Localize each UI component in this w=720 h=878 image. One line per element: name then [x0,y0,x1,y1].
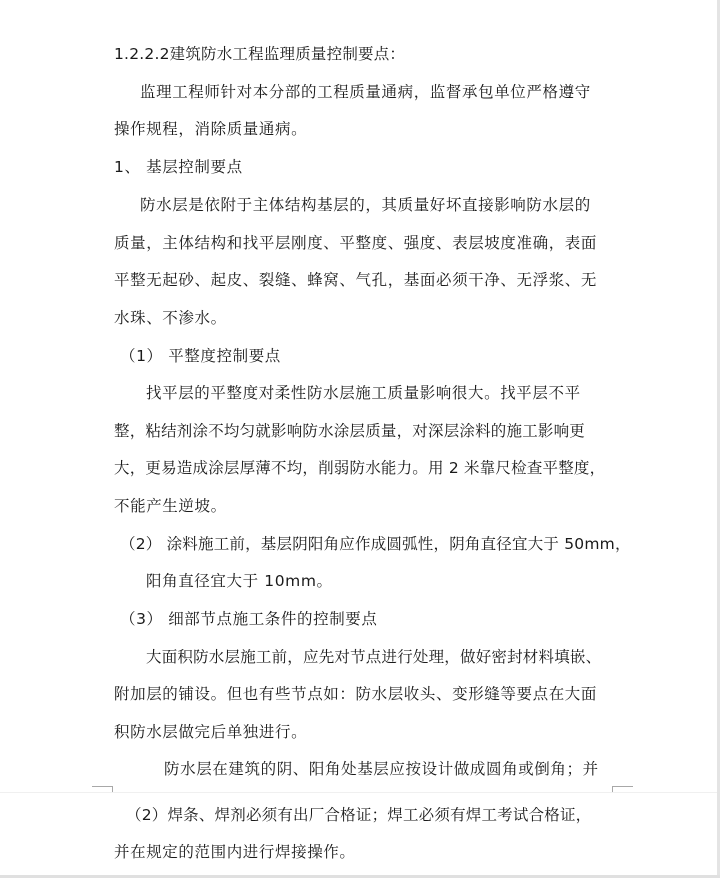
paragraph-line: 水珠、不渗水。 [114,309,227,327]
paragraph-line: 阳角直径宜大于 10mm。 [146,572,333,590]
paragraph-line: 不能产生逆坡。 [114,497,227,515]
paragraph-line: 大，更易造成涂层厚薄不均，削弱防水能力。用 2 米靠尺检查平整度， [114,459,606,477]
item-heading: （3） 细部节点施工条件的控制要点 [120,610,378,628]
paragraph-line: （2）焊条、焊剂必须有出厂合格证；焊工必须有焊工考试合格证， [126,806,592,824]
paragraph-line: 防水层在建筑的阴、阳角处基层应按设计做成圆角或倒角；并 [164,760,599,778]
paragraph-line: 监理工程师针对本分部的工程质量通病，监督承包单位严格遵守 [140,83,591,101]
subsection-heading: 1、 基层控制要点 [114,158,243,176]
paragraph-line: 积防水层做完后单独进行。 [114,723,308,741]
paragraph-line: 平整无起砂、起皮、裂缝、蜂窝、气孔，基面必须干净、无浮浆、无 [114,271,598,289]
paragraph-line: 质量，主体结构和找平层刚度、平整度、强度、表层坡度准确，表面 [114,234,598,252]
paragraph-line: 整，粘结剂涂不均匀就影响防水涂层质量，对深层涂料的施工影响更 [114,422,586,440]
paragraph-line: 找平层的平整度对柔性防水层施工质量影响很大。找平层不平 [146,384,581,402]
paragraph-line: 操作规程，消除质量通病。 [114,120,308,138]
paragraph-line: 防水层是依附于主体结构基层的，其质量好坏直接影响防水层的 [140,196,591,214]
page-break [0,792,717,793]
section-heading: 1.2.2.2建筑防水工程监理质量控制要点： [114,45,406,63]
item-heading: （2） 涂料施工前，基层阴阳角应作成圆弧性，阴角直径宜大于 50mm， [120,535,631,553]
paragraph-line: 大面积防水层施工前，应先对节点进行处理，做好密封材料填嵌、 [146,648,602,666]
item-heading: （1） 平整度控制要点 [120,347,281,365]
paragraph-line: 并在规定的范围内进行焊接操作。 [114,843,356,861]
paragraph-line: 附加层的铺设。但也有些节点如：防水层收头、变形缝等要点在大面 [114,685,598,703]
